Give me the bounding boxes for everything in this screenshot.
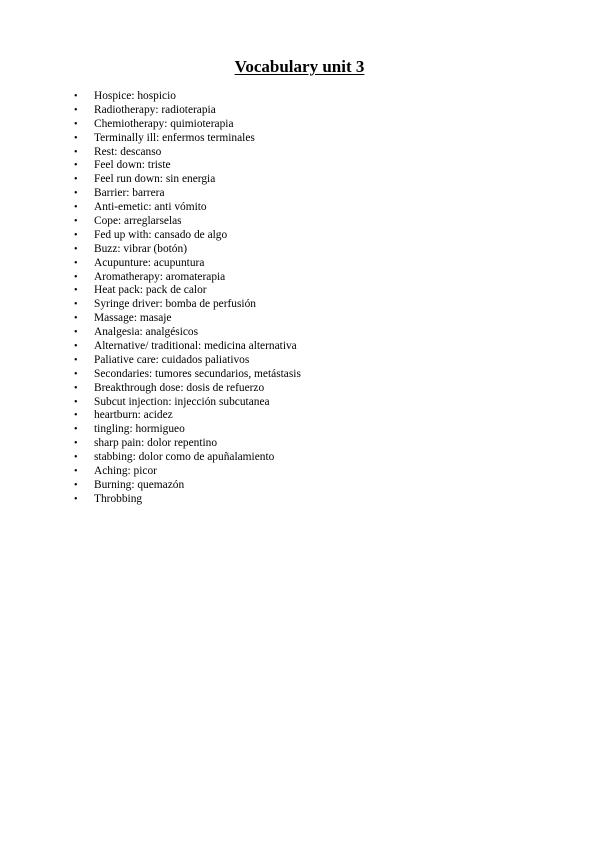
bullet-icon: • (74, 466, 78, 478)
bullet-icon: • (74, 146, 78, 158)
bullet-icon: • (74, 382, 78, 394)
list-item-text: Terminally ill: enfermos terminales (94, 131, 255, 144)
list-item-text: Rest: descanso (94, 145, 162, 158)
bullet-icon: • (74, 118, 78, 130)
list-item-text: Chemiotherapy: quimioterapia (94, 117, 234, 130)
list-item (74, 132, 301, 146)
list-item (74, 340, 301, 354)
bullet-icon: • (74, 202, 78, 214)
bullet-icon: • (74, 341, 78, 353)
bullet-icon: • (74, 354, 78, 366)
list-item (74, 159, 301, 173)
list-item-text: Analgesia: analgésicos (94, 326, 199, 339)
bullet-icon: • (74, 174, 78, 186)
list-item-text: sharp pain: dolor repentino (94, 437, 218, 450)
bullet-icon: • (74, 91, 78, 102)
list-item-text: Heat pack: pack de calor (94, 284, 207, 297)
list-item (74, 215, 301, 229)
bullet-icon: • (74, 452, 78, 464)
list-item-text: Radiotherapy: radioterapia (94, 103, 216, 116)
bullet-icon: • (74, 424, 78, 436)
list-item-text: Throbbing (94, 492, 143, 505)
bullet-icon: • (74, 285, 78, 297)
bullet-icon: • (74, 216, 78, 228)
list-item (74, 201, 301, 215)
list-item (74, 90, 301, 104)
list-item-text: Paliative care: cuidados paliativos (94, 353, 250, 366)
list-item (74, 423, 301, 437)
list-item-text: heartburn: acidez (94, 409, 173, 422)
list-item (74, 118, 301, 132)
list-item (74, 229, 301, 243)
list-item-text: Secondaries: tumores secundarios, metástasis (94, 367, 301, 380)
list-item (74, 409, 301, 423)
bullet-icon: • (74, 313, 78, 325)
list-item-text: Anti-emetic: anti vómito (94, 201, 207, 214)
list-item (74, 368, 301, 382)
list-item (74, 243, 301, 257)
list-item (74, 298, 301, 312)
bullet-icon: • (74, 229, 78, 241)
list-item-text: Burning: quemazón (94, 478, 185, 491)
list-item-text: Breakthrough dose: dosis de refuerzo (94, 381, 265, 394)
list-item-text: Fed up with: cansado de algo (94, 228, 228, 241)
bullet-icon: • (74, 188, 78, 200)
bullet-icon: • (74, 479, 78, 491)
list-item (74, 451, 301, 465)
list-item-text: Cope: arreglarselas (94, 215, 182, 228)
bullet-icon: • (74, 243, 78, 255)
list-item (74, 312, 301, 326)
list-item-text: Massage: masaje (94, 312, 172, 325)
list-item-text: Alternative/ traditional: medicina alternativa (94, 340, 297, 353)
list-item-text: Syringe driver: bomba de perfusión (94, 298, 256, 311)
list-item-text: Aromatherapy: aromaterapia (94, 270, 226, 283)
bullet-icon: • (74, 160, 78, 172)
list-item (74, 382, 301, 396)
list-item (74, 396, 301, 410)
bullet-icon: • (74, 104, 78, 116)
list-item (74, 257, 301, 271)
bullet-icon: • (74, 396, 78, 408)
list-item (74, 104, 301, 118)
list-item (74, 465, 301, 479)
bullet-icon: • (74, 257, 78, 269)
list-item (74, 354, 301, 368)
list-item-text: Hospice: hospicio (94, 90, 176, 102)
list-item-text: stabbing: dolor como de apuñalamiento (94, 451, 275, 464)
list-item-text: Feel run down: sin energia (94, 173, 216, 186)
bullet-icon: • (74, 132, 78, 144)
bullet-icon: • (74, 299, 78, 311)
bullet-icon: • (74, 327, 78, 339)
list-item (74, 326, 301, 340)
page-title: Vocabulary unit 3 (234, 57, 365, 76)
list-item (74, 437, 301, 451)
list-item-text: Subcut injection: injección subcutanea (94, 395, 270, 408)
list-item (74, 173, 301, 187)
bullet-icon: • (74, 410, 78, 422)
vocabulary-list (74, 90, 301, 507)
list-item (74, 271, 301, 285)
list-item-text: Barrier: barrera (94, 187, 165, 200)
bullet-icon: • (74, 493, 78, 505)
list-item-text: tingling: hormigueo (94, 423, 185, 436)
list-item (74, 284, 301, 298)
list-item-text: Acupunture: acupuntura (94, 256, 205, 269)
list-item (74, 479, 301, 493)
list-item-text: Aching: picor (94, 465, 157, 478)
list-item (74, 146, 301, 160)
bullet-icon: • (74, 438, 78, 450)
list-item (74, 493, 301, 507)
list-item-text: Buzz: vibrar (botón) (94, 242, 187, 255)
bullet-icon: • (74, 271, 78, 283)
list-item-text: Feel down: triste (94, 159, 171, 172)
list-item (74, 187, 301, 201)
bullet-icon: • (74, 368, 78, 380)
